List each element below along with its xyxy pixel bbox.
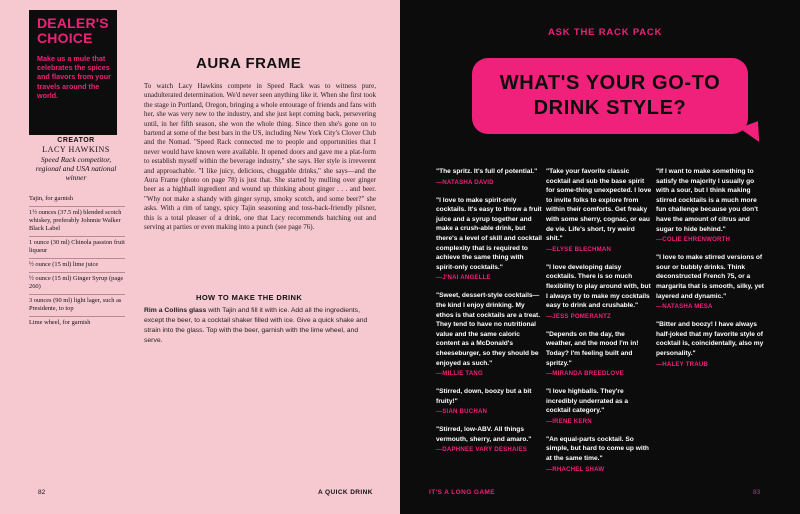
ingredient-item: Tajin, for garnish [29, 195, 74, 202]
quote-author: —J'NAI ANGELLE [436, 274, 491, 282]
quote [546, 167, 652, 254]
quote-text: "Stirred, down, boozy but a bit fruity!" [436, 388, 532, 405]
quote-text: "I love highballs. They're incredibly underrated as a cocktail category." [546, 388, 629, 415]
quote-text: "I love developing daisy cocktails. There is so much flexibility to play around with, but I always try to make my cocktails easy to drink and crushable." [546, 263, 651, 310]
quote [656, 253, 766, 311]
dealers-choice-description: Make us a mule that celebrates the spices and flavors from your travels around the world. [37, 54, 111, 100]
quote-author: —SIAN BUCHAN [436, 408, 488, 416]
article-body: To watch Lacy Hawkins compete in Speed Rack was to witness pure, unadulterated determination. We'd never seen anything like it. When she first took the stage in Portland, Oregon, bringing a whole entourage of friends and fans with her, she was very new to the industry, and she just kept coming back, persevering until, in her fifth season, she won the whole thing. Since then she's gone on to bartend at some of the best bars in the US, including New York City's Clover Club and the Nomad. "Speed Rack connected me to people and opportunities that I never would have known were available. It opened doors and gave me a plat-form to establish myself within the beverage industry," she says. Her style is irreverent and approachable. "I like juicy, delicious, chuggable drinks," she says—and the Aura Frame (photo on page 78) is just that. She started by mulling over ginger beer as a highball ingredient and wound up thinking about ginger . . . and beer. "Why not make a shandy with ginger syrup, smoky scotch, and some beer?" she asks. With a rim of tangy, spicy Tajin seasoning and toss-back-friendly pilsner, this is a total pleaser of a drink, one that Lacy recommends batching out and serving at parties or even making into a punch (see page 76). [144, 82, 376, 232]
creator-block [29, 137, 123, 182]
quote [546, 387, 652, 426]
quote [436, 387, 542, 416]
howto-lead: Rim a Collins glass [144, 307, 207, 314]
ingredient-item: Lime wheel, for garnish [29, 316, 125, 330]
quote-text: "Sweet, dessert-style cocktails—the kind I enjoy drinking. My ethos is that cocktails are a treat. They tend to have no nutritional value and the same caloric content as a McDonald's cheeseburger, so they should be enjoyed as such." [436, 292, 541, 367]
quote-author: —RHACHEL SHAW [546, 465, 605, 473]
quote [436, 291, 542, 378]
quote-author: —IRENE KERN [546, 417, 592, 425]
quote-author: —COLIE EHRENWORTH [656, 236, 731, 244]
ingredient-list [29, 193, 125, 330]
quote [436, 425, 542, 454]
quote-text: "I love to make spirit-only cocktails. It's easy to throw a fruit juice and a syrup together and make a crush-able drink, but there's a level of skill and cocktail complexity that is required to achieve the same thing with spirit-only cocktails." [436, 196, 543, 271]
quote-text: "Bitter and boozy! I have always half-joked that my favorite style of cocktail is, coincidentally, also my personality." [656, 321, 764, 357]
quote-text: "Depends on the day, the weather, and the mood I'm in! Today? I'm feeling built and spritzy." [546, 330, 639, 367]
howto-text: with Tajin and fill it with ice. Add all the ingredients, except the beer, to a cocktail shaker filled with ice. Give a quick shake and strain into the glass. Top with the beer, garnish with the lime wheel, and serve. [144, 307, 368, 344]
kicker: ASK THE RACK PACK [548, 27, 663, 38]
quote-column-3 [656, 167, 766, 378]
article-title: AURA FRAME [196, 55, 302, 72]
quote [546, 330, 652, 378]
quote [656, 320, 766, 368]
ingredient-item: 1 ounce (30 ml) Chinola passion fruit liqueur [29, 236, 125, 258]
quote-column-2 [546, 167, 652, 483]
quote-author: —ELYSE BLECHMAN [546, 245, 612, 253]
quote-author: —NATASHA DAVID [436, 178, 494, 186]
quote-text: "The spritz. It's full of potential." [436, 168, 538, 175]
quote-column-1 [436, 167, 542, 463]
quote-author: —NATASHA MESA [656, 303, 713, 311]
quote-text: "Take your favorite classic cocktail and sub the base spirit for some-thing unexpected. I love to invite folks to explore from within their comforts. Get freaky with some sherry, cognac, or eau de vie. Life's short, try weird shit." [546, 168, 652, 243]
quote [436, 196, 542, 283]
howto-instructions [144, 306, 376, 346]
howto-title: HOW TO MAKE THE DRINK [196, 293, 303, 302]
headline: WHAT'S YOUR GO-TO DRINK STYLE? [499, 72, 721, 119]
quote-text: "Stirred, low-ABV. All things vermouth, sherry, and amaro." [436, 426, 532, 443]
dealers-choice-box [29, 10, 117, 135]
page-number-right: 83 [753, 489, 761, 496]
quote-text: "If I want to make something to satisfy the majority I usually go with a sour, but I think making stirred cocktails is a much more fun challenge because you don't have the amount of citrus and sugar to hide behind." [656, 168, 758, 233]
quote [546, 263, 652, 321]
quote-author: —HALEY TRAUB [656, 360, 709, 368]
section-label-left: A QUICK DRINK [318, 489, 373, 496]
quote [436, 167, 542, 187]
dealers-choice-title: DEALER'S CHOICE [37, 15, 109, 46]
quote-text: "An equal-parts cocktail. So simple, but hard to come up with at the same time." [546, 435, 649, 463]
quote-author: —MIRANDA BREEDLOVE [546, 370, 624, 378]
ingredient-item: 1½ ounces (37.5 ml) blended scotch whiskey, preferably Johnnie Walker Black Label [29, 206, 125, 236]
creator-role: Speed Rack competitor, regional and USA national winner [35, 155, 117, 182]
quote-author: —JESS POMERANTZ [546, 312, 611, 320]
quote-text: "I love to make stirred versions of sour or bubbly drinks. Think deconstructed French 75, or a margarita that is smooth, silky, yet layered and dynamic." [656, 254, 764, 300]
quote [656, 167, 766, 244]
quote-author: —MILLIE TANG [436, 370, 483, 378]
page-number-left: 82 [38, 489, 46, 496]
quote [546, 435, 652, 474]
creator-label: CREATOR [57, 137, 95, 144]
ingredient-item: ½ ounce (15 ml) lime juice [29, 258, 125, 272]
quote-author: —DAPHNEE VARY DESHAIES [436, 446, 527, 454]
section-label-right: IT'S A LONG GAME [429, 489, 495, 496]
creator-name: LACY HAWKINS [42, 145, 110, 154]
ingredient-item: ½ ounce (15 ml) Ginger Syrup (page 260) [29, 272, 125, 294]
ingredient-item: 3 ounces (90 ml) light lager, such as Presidente, to top [29, 294, 125, 316]
